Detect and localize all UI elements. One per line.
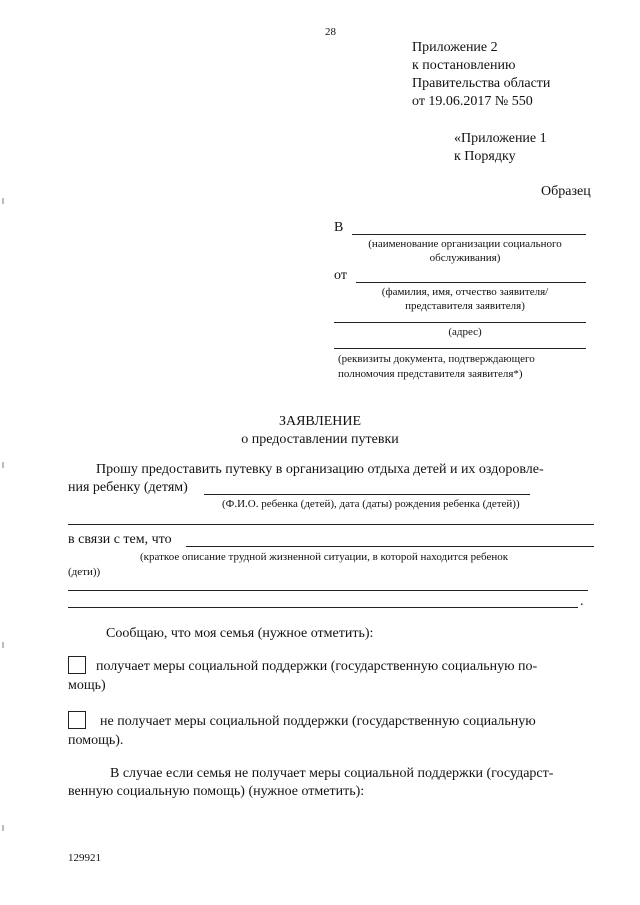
from-caption: представителя заявителя) (405, 300, 525, 312)
scan-mark (2, 642, 4, 648)
option-label: получает меры социальной поддержки (государственную социальную по- (96, 659, 538, 674)
option-label: не получает меры социальной поддержки (государственную социальную (100, 714, 536, 729)
address-caption: (адрес) (448, 326, 482, 338)
option-label: мощь) (68, 678, 106, 693)
scan-mark (2, 462, 4, 468)
paragraph-line: венную социальную помощь) (нужное отметить): (68, 784, 365, 799)
sample-label: Образец (541, 184, 591, 199)
sub-appendix-line: к Порядку (454, 149, 516, 164)
paragraph-line: В случае если семья не получает меры социальной поддержки (государст- (110, 766, 554, 781)
requisites-caption: (реквизиты документа, подтверждающего (338, 353, 535, 365)
document-code: 129921 (68, 852, 101, 864)
reason-field-line-2[interactable] (68, 590, 588, 591)
document-subtitle: о предоставлении путевки (241, 432, 399, 447)
appendix-line: от 19.06.2017 № 550 (412, 94, 533, 109)
child-field-line-2[interactable] (68, 524, 594, 525)
requisites-caption: полномочия представителя заявителя*) (338, 368, 523, 380)
document-title: ЗАЯВЛЕНИЕ (278, 414, 362, 429)
address-field-line[interactable] (334, 322, 586, 323)
end-mark: . (580, 594, 584, 609)
child-field-line[interactable] (204, 494, 530, 495)
reason-field-line-3[interactable] (68, 607, 578, 608)
to-caption: обслуживания) (429, 252, 501, 264)
checkbox-no-support[interactable] (68, 711, 86, 729)
reason-field-line[interactable] (186, 546, 594, 547)
requisites-field-line[interactable] (334, 348, 586, 349)
to-prefix: В (334, 220, 344, 235)
option-label: помощь). (68, 733, 124, 748)
reason-prefix: в связи с тем, что (68, 532, 172, 547)
family-notice: Сообщаю, что моя семья (нужное отметить): (106, 626, 374, 641)
appendix-line: Приложение 2 (412, 40, 498, 55)
request-line: Прошу предоставить путевку в организацию отдыха детей и их оздоровле- (96, 462, 544, 477)
sub-appendix-line: «Приложение 1 (454, 131, 547, 146)
to-field-line[interactable] (352, 234, 586, 235)
request-line: ния ребенку (детям) (68, 480, 188, 495)
page-number: 28 (325, 26, 336, 38)
to-caption: (наименование организации социального (368, 238, 562, 250)
from-prefix: от (334, 268, 347, 283)
checkbox-receives-support[interactable] (68, 656, 86, 674)
reason-caption: (дети)) (68, 566, 101, 578)
reason-caption: (краткое описание трудной жизненной ситуации, в которой находится ребенок (140, 551, 509, 563)
from-caption: (фамилия, имя, отчество заявителя/ (381, 286, 549, 298)
appendix-line: к постановлению (412, 58, 516, 73)
from-field-line[interactable] (356, 282, 586, 283)
scan-mark (2, 198, 4, 204)
scan-mark (2, 825, 4, 831)
appendix-line: Правительства области (412, 76, 551, 91)
child-caption: (Ф.И.О. ребенка (детей), дата (даты) рождения ребенка (детей)) (222, 498, 520, 510)
